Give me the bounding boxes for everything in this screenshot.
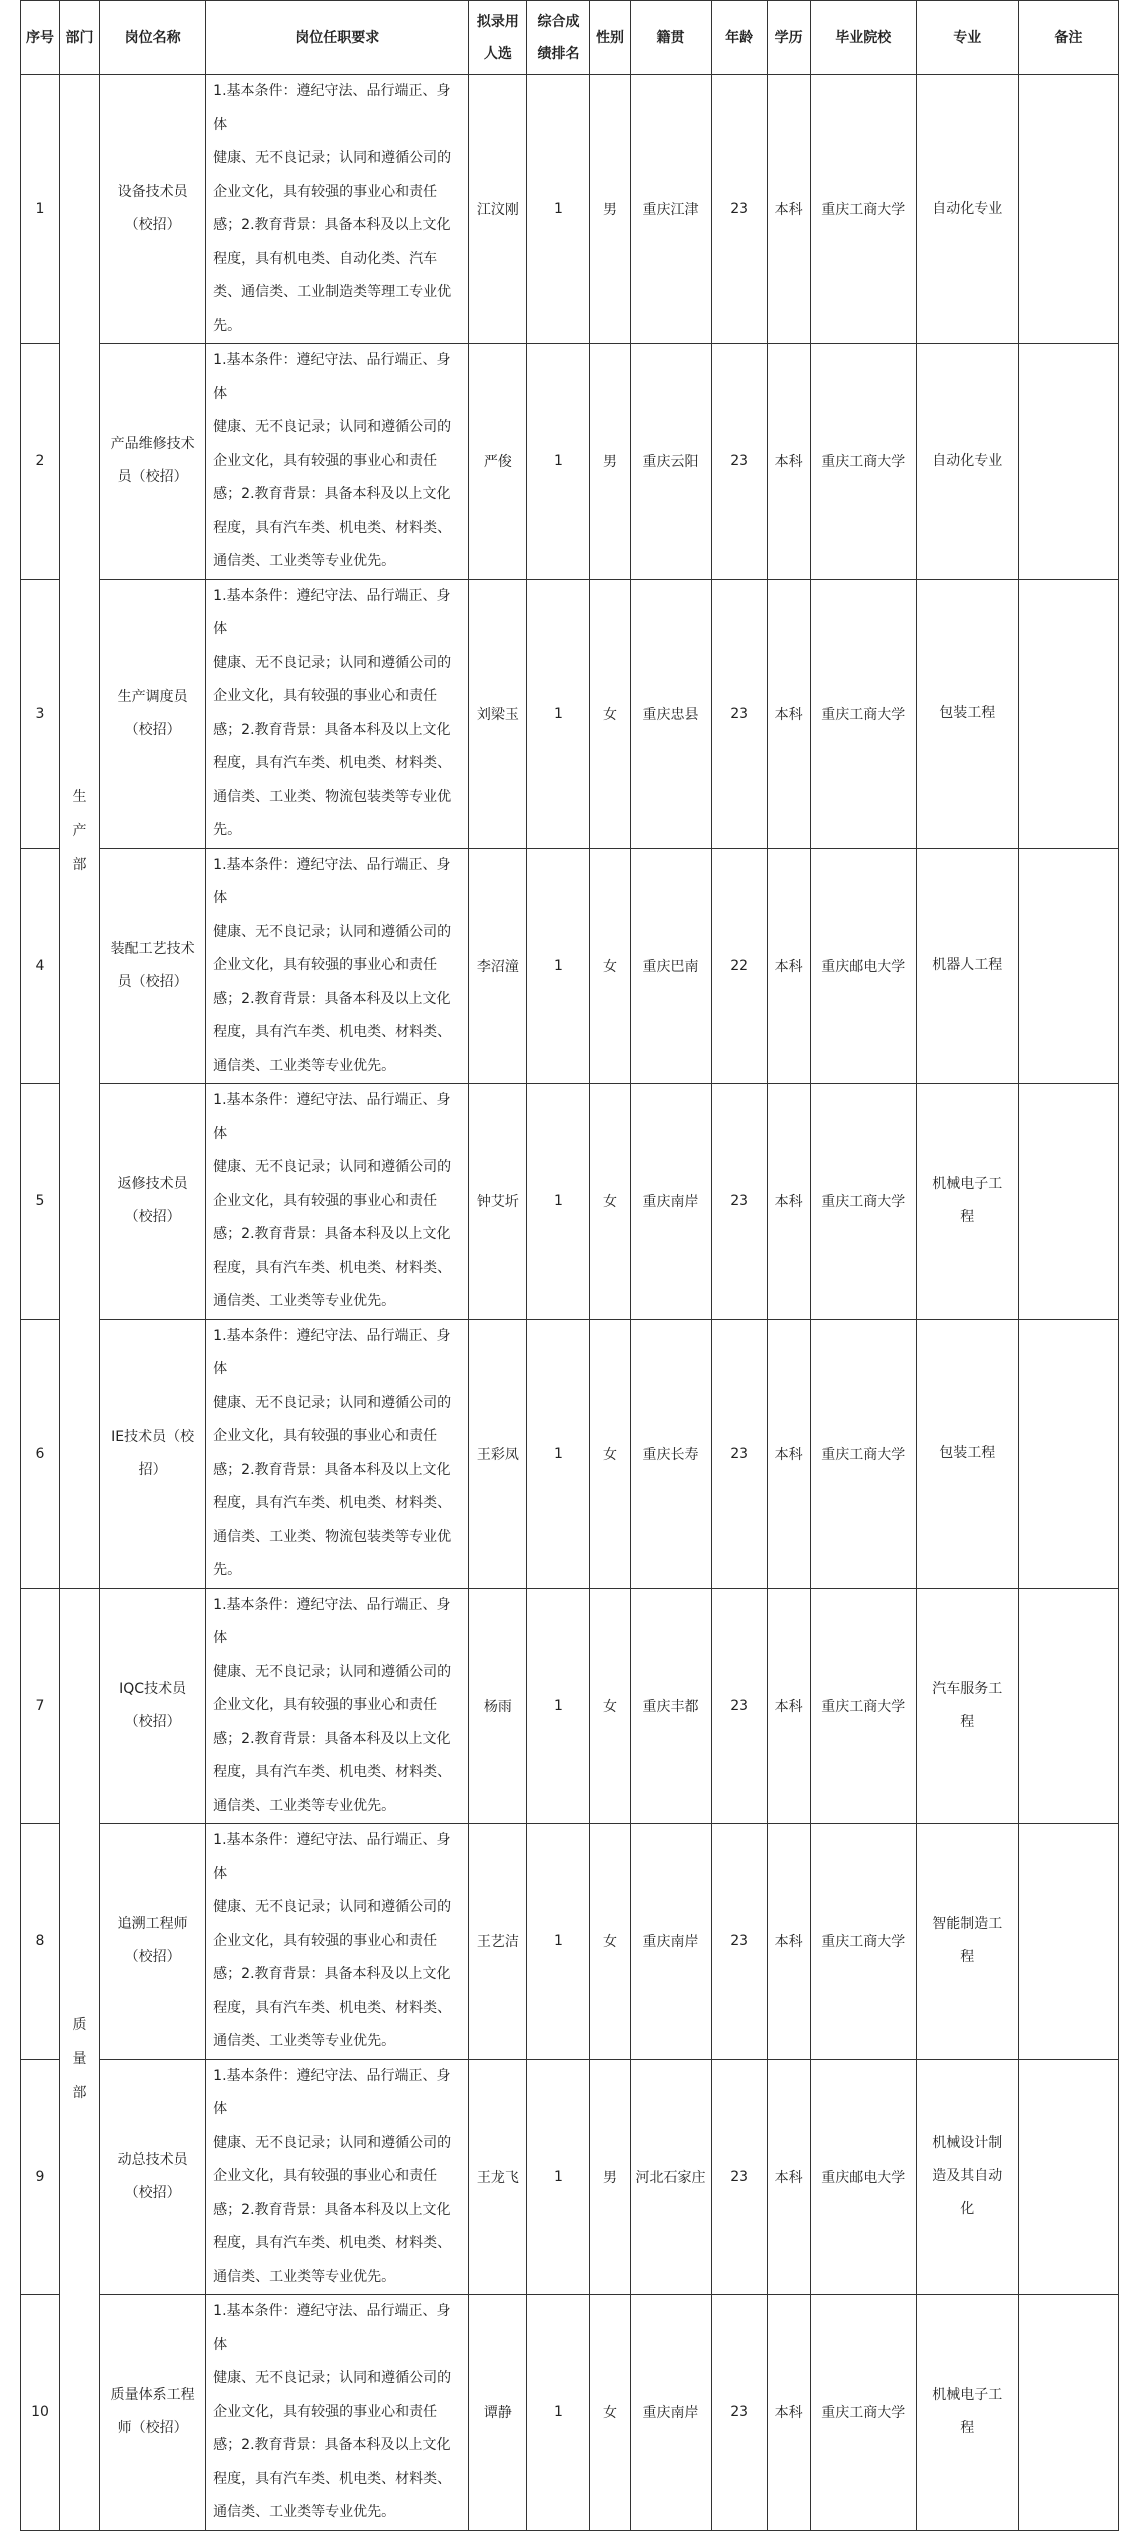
position-cell — [100, 344, 206, 580]
origin-cell: 重庆丰都 — [630, 1588, 711, 1824]
requirements-cell — [206, 579, 469, 848]
gender-cell: 女 — [590, 1588, 630, 1824]
requirements-cell — [206, 75, 469, 344]
requirements-line: 程度，具有汽车类、机电类、材料类、 — [213, 1024, 452, 1040]
position-line: （校招） — [124, 2184, 181, 2201]
major-line: 自动化专业 — [932, 452, 1003, 469]
row-no: 8 — [21, 1824, 60, 2060]
row-no: 5 — [21, 1084, 60, 1320]
requirements-line: 感；2.教育背景：具备本科及以上文化 — [213, 2437, 451, 2453]
major-line: 程 — [960, 1713, 975, 1730]
position-line: 员（校招） — [117, 973, 188, 990]
position-cell — [100, 579, 206, 848]
header-rank-line: 绩排名 — [537, 45, 580, 62]
requirements-line: 企业文化，具有较强的事业心和责任 — [213, 1428, 438, 1444]
requirements-cell — [206, 2295, 469, 2531]
requirements-line: 通信类、工业类等专业优先。 — [213, 1797, 396, 1814]
gender-cell: 女 — [590, 848, 630, 1084]
candidate-cell: 谭静 — [469, 2295, 527, 2531]
major-line: 自动化专业 — [932, 200, 1003, 217]
major-line: 智能制造工 — [932, 1916, 1003, 1933]
header-position: 岗位名称 — [100, 1, 206, 75]
header-requirements: 岗位任职要求 — [206, 1, 469, 75]
department-line: 部 — [72, 857, 87, 874]
requirements-line: 程度，具有汽车类、机电类、材料类、 — [213, 1999, 452, 2016]
position-line: 质量体系工程 — [110, 2387, 195, 2404]
remarks-cell — [1018, 344, 1118, 580]
requirements-line: 健康、无不良记录；认同和遵循公司的 — [213, 654, 452, 671]
gender-cell: 男 — [590, 344, 630, 580]
remarks-cell — [1018, 2295, 1118, 2531]
origin-cell: 河北石家庄 — [630, 2059, 711, 2295]
education-cell: 本科 — [767, 1084, 810, 1320]
candidate-cell: 李沼潼 — [469, 848, 527, 1084]
requirements-line: 企业文化，具有较强的事业心和责任 — [213, 957, 438, 973]
position-line: 设备技术员 — [117, 184, 188, 200]
department-line: 生产 — [72, 789, 87, 840]
requirements-line: 程度，具有汽车类、机电类、材料类、 — [213, 2470, 452, 2487]
requirements-line: 健康、无不良记录；认同和遵循公司的 — [213, 1159, 452, 1175]
header-rank — [527, 1, 590, 75]
requirements-line: 企业文化，具有较强的事业心和责任 — [213, 2403, 438, 2420]
candidate-cell: 刘梁玉 — [469, 579, 527, 848]
position-line: 动总技术员 — [117, 2151, 188, 2168]
major-line: 程 — [960, 2420, 975, 2437]
remarks-cell — [1018, 1824, 1118, 2060]
gender-cell: 女 — [590, 1084, 630, 1320]
header-major: 专业 — [916, 1, 1018, 75]
position-line: 师（校招） — [117, 2420, 188, 2437]
position-line: IE技术员（校 — [111, 1428, 195, 1445]
row-no: 1 — [21, 75, 60, 344]
requirements-line: 程度，具有汽车类、机电类、材料类、 — [213, 1259, 452, 1276]
requirements-cell — [206, 848, 469, 1084]
requirements-line: 企业文化，具有较强的事业心和责任 — [213, 1192, 438, 1209]
school-cell: 重庆工商大学 — [810, 344, 916, 580]
requirements-line: 通信类、工业类、物流包装类等专业优 — [213, 1528, 452, 1545]
table-row — [21, 1319, 1119, 1588]
position-line: 装配工艺技术 — [110, 940, 195, 957]
header-education: 学历 — [767, 1, 810, 75]
requirements-line: 企业文化，具有较强的事业心和责任 — [213, 1697, 438, 1713]
education-cell: 本科 — [767, 848, 810, 1084]
rank-cell: 1 — [527, 1084, 590, 1320]
row-no: 7 — [21, 1588, 60, 1824]
age-cell: 23 — [711, 2295, 767, 2531]
requirements-line: 感；2.教育背景：具备本科及以上文化 — [213, 486, 451, 502]
table-body — [21, 75, 1119, 2531]
requirements-line: 程度，具有汽车类、机电类、材料类、 — [213, 2235, 452, 2251]
requirements-line: 感；2.教育背景：具备本科及以上文化 — [213, 1730, 451, 1747]
major-cell — [916, 1588, 1018, 1824]
requirements-line: 健康、无不良记录；认同和遵循公司的 — [213, 2370, 452, 2386]
position-cell — [100, 848, 206, 1084]
requirements-line: 1.基本条件：遵纪守法、品行端正、身体 — [213, 1596, 451, 1646]
requirements-line: 感；2.教育背景：具备本科及以上文化 — [213, 1226, 451, 1242]
origin-cell: 重庆长寿 — [630, 1319, 711, 1588]
origin-cell: 重庆南岸 — [630, 2295, 711, 2531]
table-row — [21, 1588, 1119, 1824]
requirements-line: 程度，具有汽车类、机电类、材料类、 — [213, 755, 452, 771]
table-row — [21, 2059, 1119, 2295]
candidate-cell: 杨雨 — [469, 1588, 527, 1824]
gender-cell: 女 — [590, 2295, 630, 2531]
requirements-line: 程度，具有汽车类、机电类、材料类、 — [213, 1495, 452, 1511]
major-line: 机器人工程 — [932, 957, 1003, 974]
requirements-line: 企业文化，具有较强的事业心和责任 — [213, 183, 438, 200]
requirements-line: 1.基本条件：遵纪守法、品行端正、身体 — [213, 856, 451, 906]
school-cell: 重庆工商大学 — [810, 75, 916, 344]
major-cell — [916, 2295, 1018, 2531]
rank-cell: 1 — [527, 1824, 590, 2060]
major-cell — [916, 848, 1018, 1084]
department-line: 质量 — [72, 2017, 87, 2067]
requirements-line: 1.基本条件：遵纪守法、品行端正、身体 — [213, 2303, 451, 2353]
position-line: 招） — [138, 1461, 167, 1478]
position-line: 返修技术员 — [117, 1176, 188, 1193]
position-cell — [100, 75, 206, 344]
position-line: 员（校招） — [117, 469, 188, 486]
requirements-line: 感；2.教育背景：具备本科及以上文化 — [213, 1966, 451, 1982]
position-line: （校招） — [124, 217, 181, 233]
major-line: 化 — [960, 2201, 975, 2218]
requirements-line: 程度，具有机电类、自动化类、汽车 — [213, 250, 438, 267]
major-line: 机械设计制 — [932, 2135, 1003, 2152]
candidate-cell: 王龙飞 — [469, 2059, 527, 2295]
age-cell: 23 — [711, 1588, 767, 1824]
header-rank-line: 综合成 — [537, 13, 580, 30]
header-row — [21, 1, 1119, 75]
requirements-line: 感；2.教育背景：具备本科及以上文化 — [213, 990, 451, 1007]
requirements-cell — [206, 1319, 469, 1588]
table-row — [21, 344, 1119, 580]
rank-cell: 1 — [527, 1588, 590, 1824]
requirements-line: 感；2.教育背景：具备本科及以上文化 — [213, 2201, 451, 2218]
requirements-line: 通信类、工业类等专业优先。 — [213, 2504, 396, 2520]
requirements-line: 通信类、工业类等专业优先。 — [213, 1057, 396, 1074]
rank-cell: 1 — [527, 579, 590, 848]
origin-cell: 重庆江津 — [630, 75, 711, 344]
rank-cell: 1 — [527, 344, 590, 580]
requirements-line: 类、通信类、工业制造类等理工专业优 — [213, 284, 452, 300]
position-line: IQC技术员 — [119, 1680, 187, 1697]
requirements-line: 健康、无不良记录；认同和遵循公司的 — [213, 150, 452, 166]
position-line: 产品维修技术 — [110, 436, 195, 453]
major-line: 程 — [960, 1949, 975, 1966]
department-cell — [60, 1588, 100, 2530]
candidate-cell: 严俊 — [469, 344, 527, 580]
origin-cell: 重庆忠县 — [630, 579, 711, 848]
requirements-line: 通信类、工业类等专业优先。 — [213, 2268, 396, 2285]
education-cell: 本科 — [767, 1588, 810, 1824]
major-cell — [916, 579, 1018, 848]
remarks-cell — [1018, 1588, 1118, 1824]
row-no: 10 — [21, 2295, 60, 2531]
candidate-cell: 钟艾圻 — [469, 1084, 527, 1320]
header-candidate-line: 人选 — [483, 45, 512, 62]
major-cell — [916, 2059, 1018, 2295]
header-no: 序号 — [21, 1, 60, 75]
row-no: 6 — [21, 1319, 60, 1588]
requirements-line: 企业文化，具有较强的事业心和责任 — [213, 2168, 438, 2184]
school-cell: 重庆工商大学 — [810, 1319, 916, 1588]
requirements-line: 健康、无不良记录；认同和遵循公司的 — [213, 2134, 452, 2151]
requirements-line: 程度，具有汽车类、机电类、材料类、 — [213, 519, 452, 536]
row-no: 2 — [21, 344, 60, 580]
rank-cell: 1 — [527, 848, 590, 1084]
gender-cell: 女 — [590, 1824, 630, 2060]
header-dept: 部门 — [60, 1, 100, 75]
requirements-line: 通信类、工业类等专业优先。 — [213, 553, 396, 569]
major-cell — [916, 1084, 1018, 1320]
requirements-line: 健康、无不良记录；认同和遵循公司的 — [213, 419, 452, 435]
requirements-line: 感；2.教育背景：具备本科及以上文化 — [213, 217, 451, 233]
header-gender: 性别 — [590, 1, 630, 75]
position-cell — [100, 1588, 206, 1824]
requirements-line: 先。 — [213, 1562, 242, 1578]
age-cell: 23 — [711, 1084, 767, 1320]
position-line: （校招） — [124, 1209, 181, 1226]
requirements-line: 企业文化，具有较强的事业心和责任 — [213, 688, 438, 704]
gender-cell: 男 — [590, 75, 630, 344]
remarks-cell — [1018, 1084, 1118, 1320]
requirements-line: 企业文化，具有较强的事业心和责任 — [213, 1932, 438, 1949]
requirements-line: 1.基本条件：遵纪守法、品行端正、身体 — [213, 83, 451, 133]
header-school: 毕业院校 — [810, 1, 916, 75]
recruitment-table — [20, 0, 1119, 2531]
rank-cell: 1 — [527, 2059, 590, 2295]
age-cell: 22 — [711, 848, 767, 1084]
origin-cell: 重庆巴南 — [630, 848, 711, 1084]
requirements-line: 通信类、工业类等专业优先。 — [213, 1293, 396, 1309]
requirements-line: 健康、无不良记录；认同和遵循公司的 — [213, 1394, 452, 1411]
major-line: 包装工程 — [939, 1445, 996, 1461]
education-cell: 本科 — [767, 1824, 810, 2060]
requirements-line: 通信类、工业类等专业优先。 — [213, 2033, 396, 2049]
school-cell: 重庆工商大学 — [810, 1588, 916, 1824]
position-line: 追溯工程师 — [117, 1916, 188, 1933]
requirements-line: 1.基本条件：遵纪守法、品行端正、身体 — [213, 1327, 451, 1377]
origin-cell: 重庆南岸 — [630, 1824, 711, 2060]
requirements-line: 1.基本条件：遵纪守法、品行端正、身体 — [213, 2067, 451, 2117]
requirements-line: 健康、无不良记录；认同和遵循公司的 — [213, 1899, 452, 1915]
school-cell: 重庆工商大学 — [810, 1824, 916, 2060]
requirements-line: 感；2.教育背景：具备本科及以上文化 — [213, 721, 451, 738]
row-no: 3 — [21, 579, 60, 848]
remarks-cell — [1018, 848, 1118, 1084]
education-cell: 本科 — [767, 344, 810, 580]
requirements-line: 1.基本条件：遵纪守法、品行端正、身体 — [213, 1832, 451, 1882]
major-line: 机械电子工 — [932, 2387, 1003, 2404]
requirements-line: 先。 — [213, 317, 242, 334]
header-origin: 籍贯 — [630, 1, 711, 75]
major-line: 程 — [960, 1209, 975, 1226]
table-row — [21, 579, 1119, 848]
table-row — [21, 848, 1119, 1084]
age-cell: 23 — [711, 579, 767, 848]
position-line: （校招） — [124, 1713, 181, 1730]
candidate-cell: 王艺洁 — [469, 1824, 527, 2060]
gender-cell: 女 — [590, 579, 630, 848]
requirements-cell — [206, 2059, 469, 2295]
requirements-line: 通信类、工业类、物流包装类等专业优 — [213, 788, 452, 805]
requirements-line: 健康、无不良记录；认同和遵循公司的 — [213, 1663, 452, 1680]
major-line: 包装工程 — [939, 705, 996, 721]
position-line: （校招） — [124, 721, 181, 738]
education-cell: 本科 — [767, 75, 810, 344]
major-cell — [916, 75, 1018, 344]
header-remarks: 备注 — [1018, 1, 1118, 75]
education-cell: 本科 — [767, 1319, 810, 1588]
school-cell: 重庆邮电大学 — [810, 848, 916, 1084]
table-row — [21, 2295, 1119, 2531]
requirements-line: 1.基本条件：遵纪守法、品行端正、身体 — [213, 352, 451, 402]
remarks-cell — [1018, 2059, 1118, 2295]
requirements-cell — [206, 344, 469, 580]
header-age: 年龄 — [711, 1, 767, 75]
origin-cell: 重庆南岸 — [630, 1084, 711, 1320]
position-cell — [100, 1084, 206, 1320]
row-no: 4 — [21, 848, 60, 1084]
age-cell: 23 — [711, 1319, 767, 1588]
department-cell — [60, 75, 100, 1589]
requirements-line: 程度，具有汽车类、机电类、材料类、 — [213, 1764, 452, 1780]
gender-cell: 女 — [590, 1319, 630, 1588]
requirements-line: 企业文化，具有较强的事业心和责任 — [213, 452, 438, 469]
position-cell — [100, 1824, 206, 2060]
position-line: （校招） — [124, 1949, 181, 1966]
header-candidate — [469, 1, 527, 75]
school-cell: 重庆工商大学 — [810, 2295, 916, 2531]
gender-cell: 男 — [590, 2059, 630, 2295]
candidate-cell: 王彩凤 — [469, 1319, 527, 1588]
header-candidate-line: 拟录用 — [476, 13, 519, 30]
age-cell: 23 — [711, 75, 767, 344]
education-cell: 本科 — [767, 2295, 810, 2531]
rank-cell: 1 — [527, 75, 590, 344]
age-cell: 23 — [711, 344, 767, 580]
major-cell — [916, 1824, 1018, 2060]
education-cell: 本科 — [767, 2059, 810, 2295]
requirements-cell — [206, 1588, 469, 1824]
requirements-cell — [206, 1084, 469, 1320]
school-cell: 重庆工商大学 — [810, 579, 916, 848]
major-line: 汽车服务工 — [932, 1680, 1003, 1697]
major-cell — [916, 1319, 1018, 1588]
requirements-line: 1.基本条件：遵纪守法、品行端正、身体 — [213, 587, 451, 637]
major-line: 造及其自动 — [932, 2168, 1003, 2185]
position-cell — [100, 2059, 206, 2295]
school-cell: 重庆邮电大学 — [810, 2059, 916, 2295]
requirements-line: 先。 — [213, 822, 242, 838]
education-cell: 本科 — [767, 579, 810, 848]
position-line: 生产调度员 — [117, 688, 188, 705]
row-no: 9 — [21, 2059, 60, 2295]
rank-cell: 1 — [527, 2295, 590, 2531]
major-cell — [916, 344, 1018, 580]
remarks-cell — [1018, 1319, 1118, 1588]
rank-cell: 1 — [527, 1319, 590, 1588]
department-line: 部 — [72, 2085, 87, 2101]
age-cell: 23 — [711, 2059, 767, 2295]
candidate-cell: 江汶刚 — [469, 75, 527, 344]
table-row — [21, 1084, 1119, 1320]
remarks-cell — [1018, 579, 1118, 848]
school-cell: 重庆工商大学 — [810, 1084, 916, 1320]
table-row — [21, 75, 1119, 344]
requirements-line: 1.基本条件：遵纪守法、品行端正、身体 — [213, 1092, 451, 1142]
requirements-cell — [206, 1824, 469, 2060]
age-cell: 23 — [711, 1824, 767, 2060]
remarks-cell — [1018, 75, 1118, 344]
table-row — [21, 1824, 1119, 2060]
position-cell — [100, 1319, 206, 1588]
origin-cell: 重庆云阳 — [630, 344, 711, 580]
major-line: 机械电子工 — [932, 1176, 1003, 1193]
requirements-line: 健康、无不良记录；认同和遵循公司的 — [213, 923, 452, 940]
requirements-line: 感；2.教育背景：具备本科及以上文化 — [213, 1461, 451, 1478]
position-cell — [100, 2295, 206, 2531]
